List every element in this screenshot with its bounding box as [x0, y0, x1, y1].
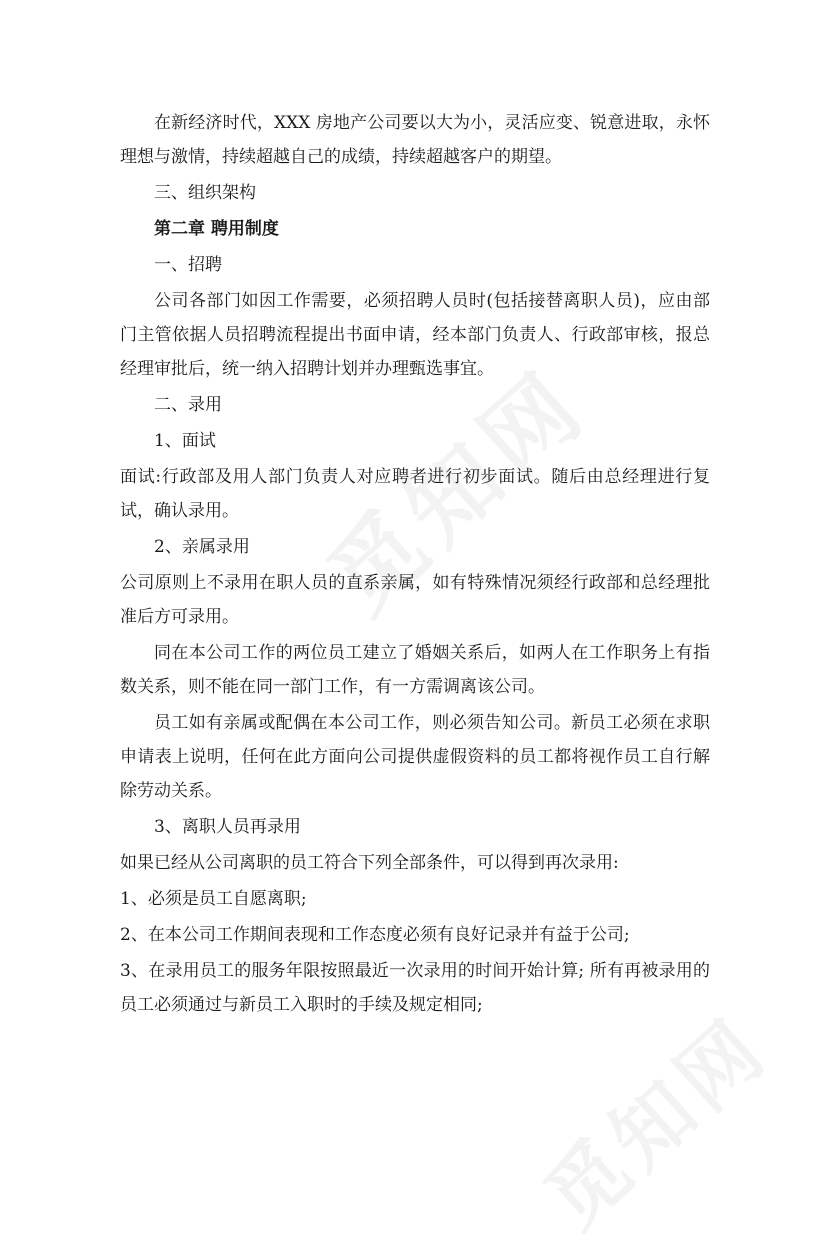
item-title-interview: 1、面试: [154, 431, 216, 451]
document-body: [120, 106, 710, 1022]
item-title-rehire: 3、离职人员再录用: [154, 817, 301, 837]
chapter-title: 第二章 聘用制度: [154, 219, 279, 239]
paragraph-vision: 在新经济时代，XXX 房地产公司要以大为小，灵活应变、锐意进取，永怀理想与激情，持续超越自己的成绩，持续超越客户的期望。: [120, 113, 710, 167]
paragraph-recruitment: 公司各部门如因工作需要，必须招聘人员时(包括接替离职人员)，应由部门主管依据人员招聘流程提出书面申请，经本部门负责人、行政部审核，报总经理审批后，统一纳入招聘计划并办理甄选事宜。: [120, 291, 710, 379]
watermark-text-corner: [515, 986, 788, 1248]
list-item-condition-2: 2、在本公司工作期间表现和工作态度必须有良好记录并有益于公司;: [120, 925, 630, 945]
paragraph-relatives-1: 公司原则上不录用在职人员的直系亲属，如有特殊情况须经行政部和总经理批准后方可录用。: [120, 573, 710, 627]
paragraph-relatives-2: 同在本公司工作的两位员工建立了婚姻关系后，如两人在工作职务上有指数关系，则不能在同一部门工作，有一方需调离该公司。: [120, 643, 710, 697]
list-item-condition-1: 1、必须是员工自愿离职;: [120, 889, 307, 909]
section-title-recruitment: 一、招聘: [154, 255, 222, 275]
paragraph-relatives-3: 员工如有亲属或配偶在本公司工作，则必须告知公司。新员工必须在求职申请表上说明，任何在此方面向公司提供虚假资料的员工都将视作员工自行解除劳动关系。: [120, 713, 710, 801]
list-item-condition-3: 3、在录用员工的服务年限按照最近一次录用的时间开始计算; 所有再被录用的员工必须通过与新员工入职时的手续及规定相同;: [120, 961, 710, 1015]
paragraph-rehire-intro: 如果已经从公司离职的员工符合下列全部条件，可以得到再次录用:: [120, 853, 619, 873]
paragraph-interview: 面试:行政部及用人部门负责人对应聘者进行初步面试。随后由总经理进行复试，确认录用。: [120, 467, 710, 521]
section-title-hiring: 二、录用: [154, 395, 222, 415]
item-title-relatives: 2、亲属录用: [154, 537, 250, 557]
section-title-org-structure: 三、组织架构: [154, 183, 256, 203]
